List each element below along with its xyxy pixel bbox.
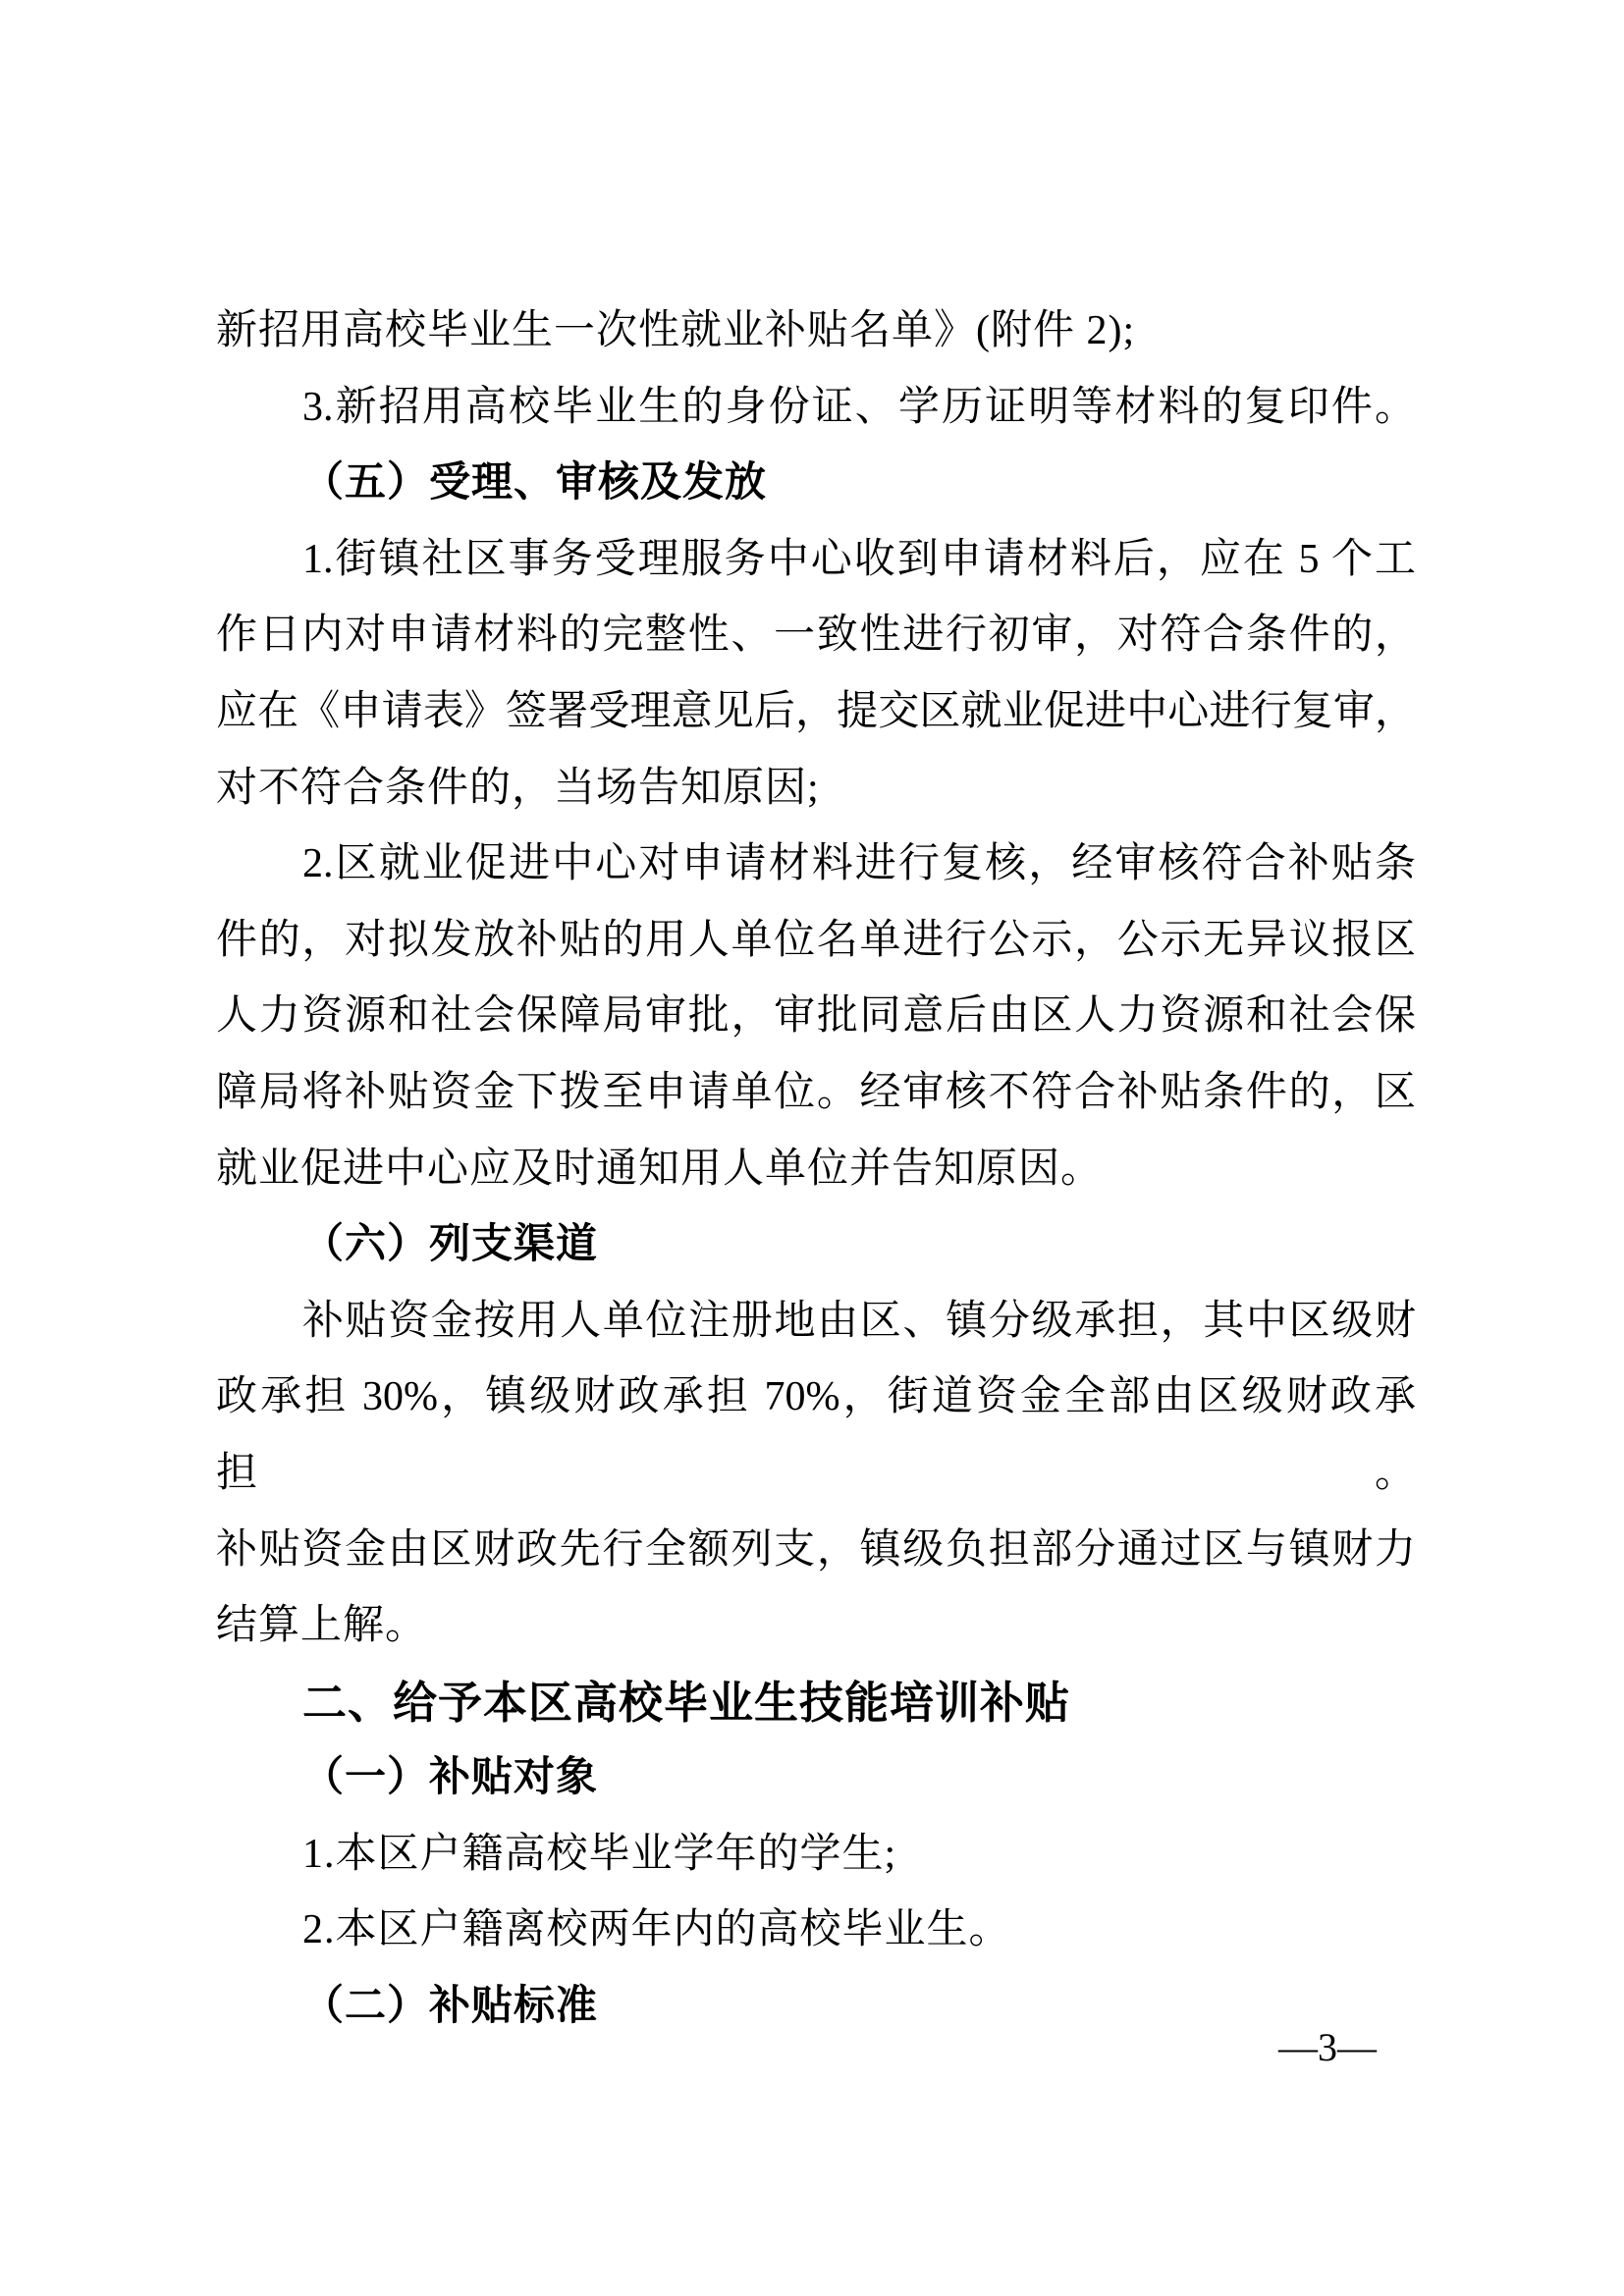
text-line-3: （五）受理、审核及发放	[302, 460, 768, 507]
text-line-19: （一）补贴对象	[302, 1755, 599, 1801]
text-line-14: 补贴资金按用人单位注册地由区、镇分级承担，其中区级财	[302, 1298, 1416, 1344]
document-body	[216, 294, 1416, 2046]
text-line-22: （二）补贴标准	[302, 1984, 599, 2030]
text-line-6: 应在《申请表》签署受理意见后，提交区就业促进中心进行复审，	[216, 688, 1416, 734]
text-line-1: 新招用高校毕业生一次性就业补贴名单》(附件 2);	[216, 308, 1136, 353]
text-line-2: 3.新招用高校毕业生的身份证、学历证明等材料的复印件。	[302, 384, 1416, 430]
text-line-12: 就业促进中心应及时通知用人单位并告知原因。	[216, 1146, 1104, 1192]
text-line-17: 结算上解。	[216, 1603, 428, 1649]
text-line-8: 2.区就业促进中心对申请材料进行复核，经审核符合补贴条	[302, 841, 1416, 887]
text-line-18: 二、给予本区高校毕业生技能培训补贴	[302, 1677, 1071, 1728]
page-number: —3—	[1278, 2025, 1377, 2069]
text-line-4: 1.街镇社区事务受理服务中心收到申请材料后，应在 5 个工	[302, 536, 1416, 582]
text-line-15: 政承担 30%，镇级财政承担 70%，街道资金全部由区级财政承担。	[216, 1374, 1416, 1496]
text-line-13: （六）列支渠道	[302, 1222, 599, 1268]
text-line-20: 1.本区户籍高校毕业学年的学生;	[302, 1831, 897, 1877]
text-line-9: 件的，对拟发放补贴的用人单位名单进行公示，公示无异议报区	[216, 917, 1416, 963]
text-line-21: 2.本区户籍离校两年内的高校毕业生。	[302, 1907, 1011, 1953]
text-line-7: 对不符合条件的，当场告知原因;	[216, 765, 820, 811]
text-line-16: 补贴资金由区财政先行全额列支，镇级负担部分通过区与镇财力	[216, 1526, 1416, 1573]
text-line-10: 人力资源和社会保障局审批，审批同意后由区人力资源和社会保	[216, 993, 1416, 1040]
text-line-11: 障局将补贴资金下拨至申请单位。经审核不符合补贴条件的，区	[216, 1069, 1416, 1115]
text-line-5: 作日内对申请材料的完整性、一致性进行初审，对符合条件的，	[216, 613, 1416, 659]
